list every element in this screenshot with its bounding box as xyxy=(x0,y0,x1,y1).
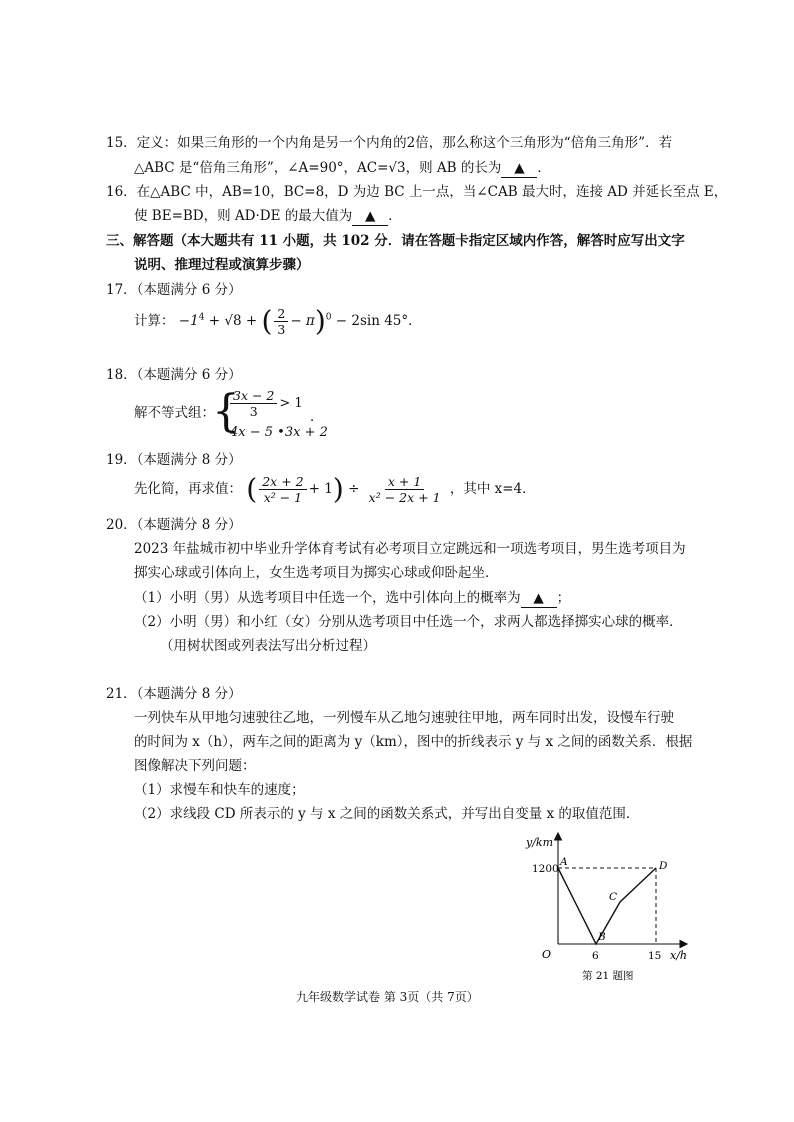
q20-part2-note: （用树状图或列表法写出分析过程） xyxy=(160,638,376,654)
y-tick-1200: 1200 xyxy=(532,863,559,875)
answer-blank: ▲ xyxy=(501,159,537,178)
q21-body3: 图像解决下列问题： xyxy=(134,758,256,774)
q18-inequality-2: 4x − 5 •3x + 2 xyxy=(230,425,328,440)
q21-graph-figure xyxy=(520,826,700,986)
q21-header: 21．（本题满分 8 分） xyxy=(106,686,242,702)
exam-page: 15．定义：如果三角形的一个内角是另一个内角的2倍，那么称这个三角形为“倍角三角形”．若 △ABC 是“倍角三角形”，∠A=90°，AC=√3，则 AB 的长为 ▲ ． 16．在△ABC 中，AB=10，BC=8，D 为边 BC 上一点，当∠CAB 最大时，连接 AD 并延长至点 E， 使 BE=BD，则 AD·DE 的最大值为 ▲ ． 三、解答题（本大题共有 11 小题，共 102 分．请在答题卡指定区域内作答，解答时应写出文字 说明、推理过程或演算步骤） 17．（本题满分 6 分） 计算： $-1^4 + √8$ + ( $\frac{2}{3}$ − π)$^0$ − 2sin 45°． 18．（本题满分 6 分） 解不等式组： { $\frac{3x - 2}{3}$ > 1 4x − 5 •3x + 2 ． 19．（本题满分 8 分） 先化简，再求值： ( $\frac{2x + 2}{\text{x² − 1}}$ + 1) ÷ $\frac{x + 1}{\text{x² − 2x + 1}}$ ，其中 x=4． 20．（本题满分 8 分） 2023 年盐城市初中毕业升学体育考试有必考项目立定跳远和一项选考项目，男生选考项目为 掷实心球或引体向上，女生选考项目为掷实心球或仰卧起坐． （1）小明（男）从选考项目中任选一个，选中引体向上的概率为 ▲ ； （2）小明（男）和小红（女）分别从选考项目中任选一个，求两人都选择掷实心球的概率． （用树状图或列表法写出分析过程） 21．（本题满分 8 分） 一列快车从甲地匀速驶往乙地，一列慢车从乙地匀速驶往甲地，两车同时出发，设慢车行驶 的时间为 x（h），两车之间的距离为 y（km），图中的折线表示 y 与 x 之间的函数关系．根据 图像解决下列问题： （1）求慢车和快车的速度； （2）求线段 CD 所表示的 y 与 x 之间的函数关系式，并写出自变量 x 的取值范围． y/km x/h O 1200 6 15 A B C D 第 21 题图 九年级数学试卷 第 3页（共 7页） xyxy=(106,135,728,1004)
origin-label: O xyxy=(542,948,552,961)
q18-inequality-1: $\frac{3x - 2}{3}$ > 1 xyxy=(228,388,303,419)
q15-line1: 15．定义：如果三角形的一个内角是另一个内角的2倍，那么称这个三角形为“倍角三角形”．若 xyxy=(106,135,673,151)
q20-header: 20．（本题满分 8 分） xyxy=(106,517,242,533)
q15-line2: △ABC 是“倍角三角形”，∠A=90°，AC=√3，则 AB 的长为 ▲ ． xyxy=(134,160,551,176)
system-brace: { xyxy=(212,386,240,437)
figure-caption: 第 21 题图 xyxy=(582,970,634,982)
q20-part1: （1）小明（男）从选考项目中任选一个，选中引体向上的概率为 ▲ ； xyxy=(134,590,571,606)
q16-line1: 16．在△ABC 中，AB=10，BC=8，D 为边 BC 上一点，当∠CAB 最大时，连接 AD 并延长至点 E， xyxy=(106,184,728,200)
q21-part1: （1）求慢车和快车的速度； xyxy=(134,782,305,798)
x-axis-label: x/h xyxy=(670,949,687,962)
x-tick-15: 15 xyxy=(648,950,662,962)
q20-body1: 2023 年盐城市初中毕业升学体育考试有必考项目立定跳远和一项选考项目，男生选考项目为 xyxy=(134,541,686,557)
graph-polyline xyxy=(558,868,656,944)
section-heading-cont: 说明、推理过程或演算步骤） xyxy=(134,257,310,273)
answer-blank: ▲ xyxy=(352,207,388,226)
q16-line2: 使 BE=BD，则 AD·DE 的最大值为 ▲ ． xyxy=(134,208,402,224)
q18-header: 18．（本题满分 6 分） xyxy=(106,367,242,383)
q19-header: 19．（本题满分 8 分） xyxy=(106,452,242,468)
q17-expression: 计算： $-1^4 + √8$ + ( $\frac{2}{3}$ − π)$^0$ − 2sin 45°． xyxy=(134,304,422,338)
x-tick-6: 6 xyxy=(592,950,599,962)
page-footer: 九年级数学试卷 第 3页（共 7页） xyxy=(296,990,479,1004)
point-label-b: B xyxy=(598,931,606,943)
fraction: $\frac{2}{3}$ xyxy=(274,306,288,337)
answer-blank: ▲ xyxy=(521,589,557,608)
q21-body2: 的时间为 x（h），两车之间的距离为 y（km），图中的折线表示 y 与 x 之间的函数关系．根据 xyxy=(134,734,693,750)
q18-prefix: 解不等式组： xyxy=(134,405,215,421)
point-label-c: C xyxy=(609,891,618,903)
q21-part2: （2）求线段 CD 所表示的 y 与 x 之间的函数关系式，并写出自变量 x 的取值范围． xyxy=(134,806,640,822)
section-heading: 三、解答题（本大题共有 11 小题，共 102 分．请在答题卡指定区域内作答，解答时应写出文字 xyxy=(106,233,685,249)
q17-header: 17．（本题满分 6 分） xyxy=(106,282,242,298)
q20-body2: 掷实心球或引体向上，女生选考项目为掷实心球或仰卧起坐． xyxy=(134,565,499,581)
q20-part2: （2）小明（男）和小红（女）分别从选考项目中任选一个，求两人都选择掷实心球的概率． xyxy=(134,614,683,630)
q19-expression: 先化简，再求值： ( $\frac{2x + 2}{\text{x² − 1}}$ + 1) ÷ $\frac{x + 1}{\text{x² − 2x + 1}}$ ，其中 x=4． xyxy=(134,472,536,506)
sqrt3: √3 xyxy=(388,160,406,176)
point-label-d: D xyxy=(659,860,668,872)
point-label-a: A xyxy=(560,856,568,868)
q21-body1: 一列快车从甲地匀速驶往乙地，一列慢车从乙地匀速驶往甲地，两车同时出发，设慢车行驶 xyxy=(134,710,674,726)
y-axis-label: y/km xyxy=(526,836,554,849)
